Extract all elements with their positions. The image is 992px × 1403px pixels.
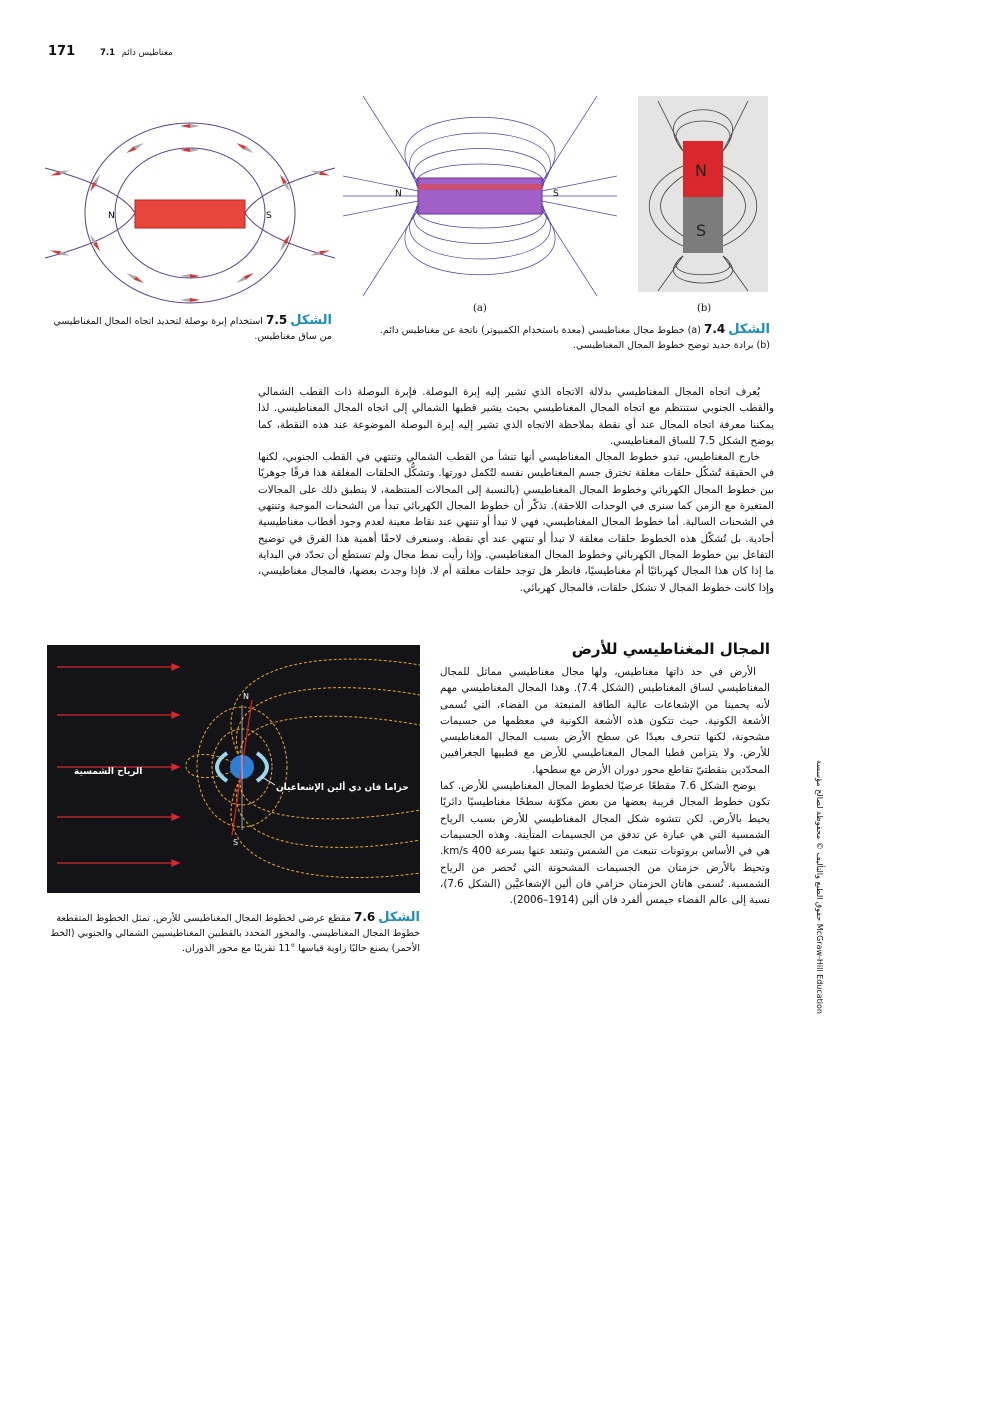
figure-7-4-caption xyxy=(370,322,770,353)
copyright-text: حقوق الطبع والتأليف © محفوظة لصالح مؤسسة McGraw-Hill Education xyxy=(815,760,824,1014)
figure-label: الشكل xyxy=(728,322,770,337)
section-title: مغناطيس دائم xyxy=(121,48,173,58)
figure-label: الشكل xyxy=(290,313,332,328)
solar-wind-label: الرياح الشمسية xyxy=(74,767,143,777)
bar-magnet xyxy=(135,200,245,228)
north-label: N xyxy=(243,692,249,701)
section-heading: المجال المغناطيسي للأرض xyxy=(571,640,770,658)
figure-number: 7.5 xyxy=(265,313,288,327)
van-allen-label: حزاما فان دي ألين الإشعاعيان xyxy=(276,783,409,793)
section-2-text xyxy=(440,664,770,908)
section-number: 7.1 xyxy=(100,48,116,58)
pole-s-label: S xyxy=(553,189,559,199)
pole-s-label: S xyxy=(696,221,707,240)
pole-n-label: N xyxy=(695,161,707,180)
section-2-paragraph-1: الأرض في حد ذاتها مغناطيس، ولها مجال مغناطيسي مماثل للمجال المغناطيسي لساق المغناطيس (الشكل 7.4). وهذا المجال المغناطيسي مهم لأنه يحمينا من الإشعاعات عالية الطاقة المنبعثة من الفضاء، التي تُسمى الأشعة الكونية. حيث تتكون هذه الأشعة الكونية في معظمها من جسيمات مشحونة، لكنها تنحرف بعيدًا عن سطح الأرض بسبب المجال المغناطيسي للأرض. ولا يتزامن قطبا المجال المغناطيسي للأرض مع قطبيها الجغرافيين المحدّدين بنقطتيّ تقاطع محور دوران الأرض مع سطحها. xyxy=(440,666,770,776)
pole-n-label: N xyxy=(108,211,115,221)
magnet-stripe xyxy=(418,184,542,190)
pole-s-label: S xyxy=(266,211,272,221)
figure-number: 7.4 xyxy=(703,322,726,336)
figure-7-5-caption xyxy=(48,313,332,344)
section-header xyxy=(100,48,173,58)
paragraph-1: يُعرف اتجاه المجال المغناطيسي بدلالة الاتجاه الذي تشير إليه إبرة البوصلة. فإبرة البوصلة ذات القطب الشمالي والقطب الجنوبي ستنتظم مع اتجاه المجال المغناطيسي بحيث يشير قطبها الشمالي إلى اتجاه المجال المغناطيسي. لذا يمكننا معرفة اتجاه المجال عند أي نقطة بملاحظة الاتجاه الذي تشير إليه إبرة البوصلة الموضوعة عند هذه النقطة، كما يوضح الشكل 7.5 للساق المغناطيسي. xyxy=(258,386,774,447)
figure-7-6-caption xyxy=(48,910,420,956)
caption-text: (a) خطوط مجال مغناطيسي (معدة باستخدام الكمبيوتر) ناتجة عن مغناطيس دائم. (b) برادة حديد توضح خطوط المجال المغناطيسي. xyxy=(379,325,770,351)
sub-label-b: (b) xyxy=(697,303,712,314)
caption-text: مقطع عرضي لخطوط المجال المغناطيسي للأرض. تمثل الخطوط المتقطعة خطوط المجال المغناطيسي. والمحور المحدد بالقطبين المغناطيسيين الشمالي والجنوبي (الخط الأحمر) يصنع حاليًا زاوية قياسها °11 تقريبًا مع محور الدوران. xyxy=(50,913,420,954)
main-text-block xyxy=(258,384,774,596)
figure-number: 7.6 xyxy=(353,910,376,924)
sub-label-a: (a) xyxy=(473,303,487,314)
paragraph-2: خارج المغناطيس، تبدو خطوط المجال المغناطيسي أنها تنشأ من القطب الشمالي وتنتهي في القطب الجنوبي، لكنها في الحقيقة تُشكّل حلقات مغلقة تخترق جسم المغناطيس نفسه لتُكمل دورتها. وتشكُّل الحلقات المغلقة هذا فرقًا جوهريًا بين خطوط المجال الكهربائي وخطوط المجال المغناطيسي (بالنسبة إلى المجالات المنتظمة، لا ينطبق ذلك على المجالات المتغيرة مع الزمن كما سنرى في الوحدات اللاحقة). تذكّر أن خطوط المجال الكهربائي تبدأ من الشحنات الموجبة وتنتهي في الشحنات السالبة. أما خطوط المجال المغناطيسي، فهي لا تبدأ أو تنتهي عند نقاط معينة لعدم وجود أقطاب مغناطيسية أحادية. بل تُشكّل هذه الخطوط حلقات مغلقة لا تبدأ أو تنتهي عند أي نقطة. وسنعرف لاحقًا أهمية هذا الفرق في توضيح التفاعل بين خطوط المجال الكهربائي وخطوط المجال المغناطيسي. وإذا رأيت نمط مجال ولم تستطع أن تحدّد في البداية ما إذا كان هذا المجال كهربائيًا أم مغناطيسيًا، فانظر هل توجد حلقات مغلقة أم لا. فإذا وجدتَ بعضها، فالمجال مغناطيسي، وإذا كانت خطوط المجال لا تشكل حلقات، فالمجال كهربائي. xyxy=(258,451,774,594)
south-label: S xyxy=(233,838,239,847)
figure-7-4b-iron-filings xyxy=(638,96,768,292)
section-2-paragraph-2: يوضح الشكل 7.6 مقطعًا عرضيًا لخطوط المجال المغناطيسي للأرض. كما تكون خطوط المجال قريبة بعضها من بعض مكوّنة سطحًا مغناطيسيًا دائريًا يحيط بالأرض. لكن تتشوه شكل المجال المغناطيسي للأرض بسبب الرياح الشمسية التي هي عبارة عن تدفق من الجسيمات المتأينة. وهذه الجسيمات هي في الأساس بروتونات تنبعث من الشمس وتبتعد عنها بسرعة km/s 400. وتحيط بالأرض حزمتان من الجسيمات المشحونة التي تُحصر من الرياح الشمسية. تُسمى هاتان الحزمتان حزامَي فان ألين الإشعاعيَّين (الشكل 7.6)، نسبة إلى عالم الفضاء جيمس ألفرد فان ألين (1914–2006). xyxy=(440,780,770,907)
side-copyright xyxy=(812,760,826,1020)
page-number: 171 xyxy=(48,44,76,59)
figure-7-4a-field-lines xyxy=(343,96,617,296)
magnet-bar xyxy=(418,178,542,214)
caption-text: استخدام إبرة بوصلة لتحديد اتجاه المجال المغناطيسي من ساق مغناطيس. xyxy=(53,316,332,342)
pole-n-label: N xyxy=(395,189,402,199)
figure-label: الشكل xyxy=(378,910,420,925)
figure-7-5-compass-diagram xyxy=(40,118,340,308)
